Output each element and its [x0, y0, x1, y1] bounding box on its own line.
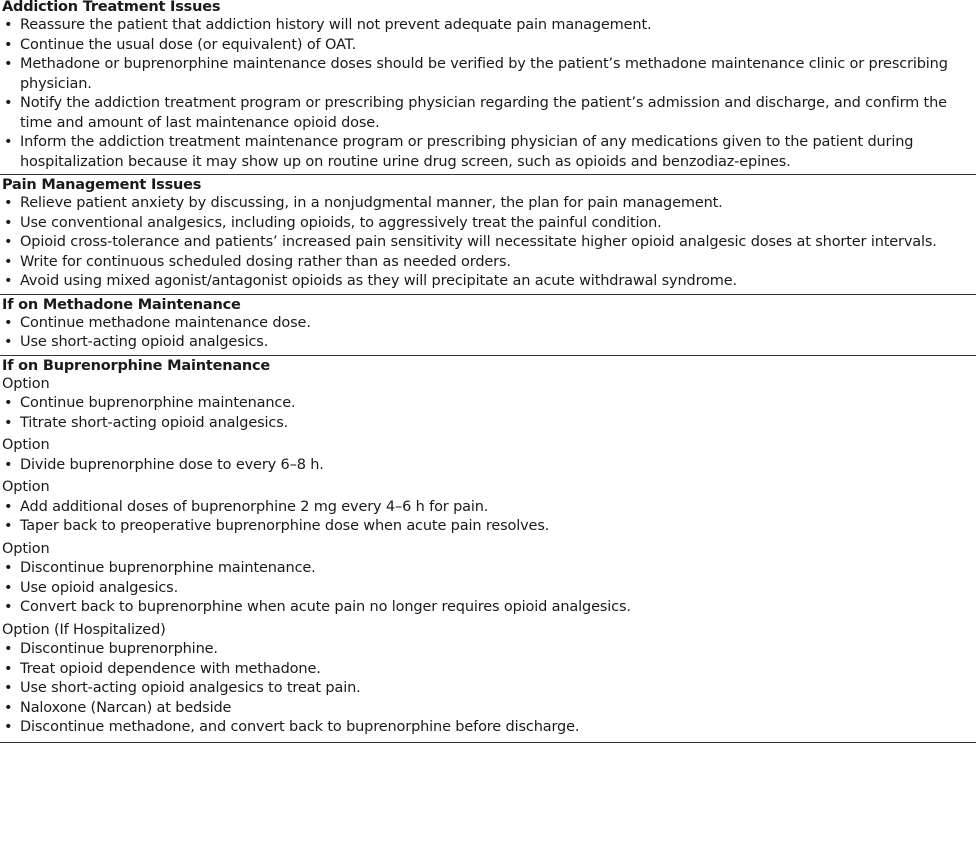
list-item-text: Discontinue buprenorphine maintenance. [20, 560, 316, 576]
bullet-icon: • [4, 56, 13, 72]
list-item-text: Continue methadone maintenance dose. [20, 314, 311, 331]
list-item [2, 598, 972, 618]
section-heading: Addiction Treatment Issues [2, 0, 221, 15]
list-item [2, 498, 972, 518]
bullet-icon: • [4, 234, 13, 250]
list-item [2, 214, 972, 234]
list-item [2, 55, 972, 94]
bullet-icon: • [4, 334, 13, 350]
sections-container [0, 0, 976, 356]
bullet-list [2, 394, 972, 433]
list-item-text: Opioid cross-tolerance and patients’ increased pain sensitivity will necessitate higher opioid analgesic doses at shorter intervals. [20, 234, 937, 250]
list-item-text: Avoid using mixed agonist/antagonist opioids as they will precipitate an acute withdrawal syndrome. [20, 273, 737, 289]
list-item-text: Discontinue buprenorphine. [20, 641, 218, 657]
list-item-text: Use opioid analgesics. [20, 579, 179, 596]
bullet-icon: • [4, 579, 13, 596]
option-label: Option [2, 437, 50, 453]
option-block [2, 436, 972, 475]
bullet-list [2, 640, 972, 738]
section [0, 0, 976, 175]
list-item [2, 579, 972, 599]
bullet-icon: • [4, 719, 13, 735]
options-container [2, 375, 972, 738]
list-item [2, 314, 972, 334]
option-label: Option [2, 375, 50, 392]
list-item-text: Use conventional analgesics, including opioids, to aggressively treat the painful condition. [20, 214, 662, 231]
bullet-icon: • [4, 680, 13, 696]
bullet-icon: • [4, 599, 13, 615]
bullet-icon: • [4, 95, 13, 111]
list-item-text: Naloxone (Narcan) at bedside [20, 699, 232, 716]
list-item [2, 394, 972, 414]
list-item [2, 660, 972, 680]
option-block [2, 540, 972, 618]
option-block [2, 478, 972, 537]
list-item-text: Convert back to buprenorphine when acute pain no longer requires opioid analgesics. [20, 599, 631, 615]
section [0, 176, 976, 295]
list-item [2, 679, 972, 699]
bullet-list [2, 314, 972, 353]
list-item [2, 16, 972, 36]
bullet-icon: • [4, 414, 13, 431]
option-label: Option [2, 479, 50, 495]
bullet-icon: • [4, 36, 13, 53]
list-item [2, 559, 972, 579]
bullet-list [2, 559, 972, 618]
list-item-text: Discontinue methadone, and convert back to buprenorphine before discharge. [20, 719, 580, 735]
bullet-icon: • [4, 314, 13, 331]
list-item-text: Relieve patient anxiety by discussing, in a nonjudgmental manner, the plan for pain management. [20, 195, 723, 211]
list-item [2, 194, 972, 214]
list-item-text: Notify the addiction treatment program or prescribing physician regarding the patient’s admission and discharge, and confirm the time and amount of last maintenance opioid dose. [20, 95, 947, 131]
list-item-text: Continue buprenorphine maintenance. [20, 395, 296, 411]
list-item [2, 414, 972, 434]
bullet-icon: • [4, 699, 13, 716]
bullet-list [2, 16, 972, 172]
list-item-text: Inform the addiction treatment maintenance program or prescribing physician of any medications given to the patient during hospitalization because it may show up on routine urine drug screen, such as opioids and benzodiaz-epines. [20, 134, 914, 170]
list-item [2, 272, 972, 292]
bullet-icon: • [4, 518, 13, 534]
list-item-text: Continue the usual dose (or equivalent) of OAT. [20, 36, 357, 53]
option-label: Option [2, 540, 50, 557]
section-heading: If on Methadone Maintenance [2, 296, 241, 313]
list-item-text: Treat opioid dependence with methadone. [20, 660, 321, 677]
list-item [2, 718, 972, 738]
option-label: Option (If Hospitalized) [2, 621, 166, 638]
bullet-icon: • [4, 195, 13, 211]
bullet-icon: • [4, 253, 13, 270]
list-item [2, 456, 972, 476]
section [0, 296, 976, 356]
option-block [2, 375, 972, 434]
list-item-text: Titrate short-acting opioid analgesics. [20, 414, 289, 431]
bullet-icon: • [4, 273, 13, 289]
bullet-icon: • [4, 641, 13, 657]
bullet-icon: • [4, 17, 13, 33]
list-item [2, 133, 972, 172]
section-buprenorphine [0, 357, 976, 743]
bullet-icon: • [4, 498, 13, 515]
bullet-icon: • [4, 214, 13, 231]
bullet-icon: • [4, 560, 13, 576]
list-item [2, 36, 972, 56]
option-block [2, 621, 972, 738]
list-item-text: Add additional doses of buprenorphine 2 mg every 4–6 h for pain. [20, 498, 489, 515]
list-item [2, 640, 972, 660]
bullet-icon: • [4, 395, 13, 411]
list-item [2, 94, 972, 133]
bullet-list [2, 456, 972, 476]
list-item [2, 253, 972, 273]
list-item [2, 699, 972, 719]
list-item-text: Use short-acting opioid analgesics. [20, 334, 269, 350]
bullet-list [2, 498, 972, 537]
list-item [2, 517, 972, 537]
list-item-text: Divide buprenorphine dose to every 6–8 h. [20, 456, 324, 473]
list-item [2, 233, 972, 253]
list-item-text: Write for continuous scheduled dosing rather than as needed orders. [20, 253, 511, 270]
bullet-icon: • [4, 660, 13, 677]
list-item-text: Methadone or buprenorphine maintenance doses should be verified by the patient’s methadone maintenance clinic or prescribing physician. [20, 56, 948, 92]
section-heading: If on Buprenorphine Maintenance [2, 357, 271, 374]
bullet-list [2, 194, 972, 292]
bullet-icon: • [4, 456, 13, 473]
list-item-text: Taper back to preoperative buprenorphine dose when acute pain resolves. [20, 518, 550, 534]
bullet-icon: • [4, 134, 13, 150]
list-item [2, 333, 972, 353]
list-item-text: Use short-acting opioid analgesics to treat pain. [20, 680, 361, 696]
list-item-text: Reassure the patient that addiction history will not prevent adequate pain management. [20, 17, 652, 33]
section-heading: Pain Management Issues [2, 177, 202, 193]
